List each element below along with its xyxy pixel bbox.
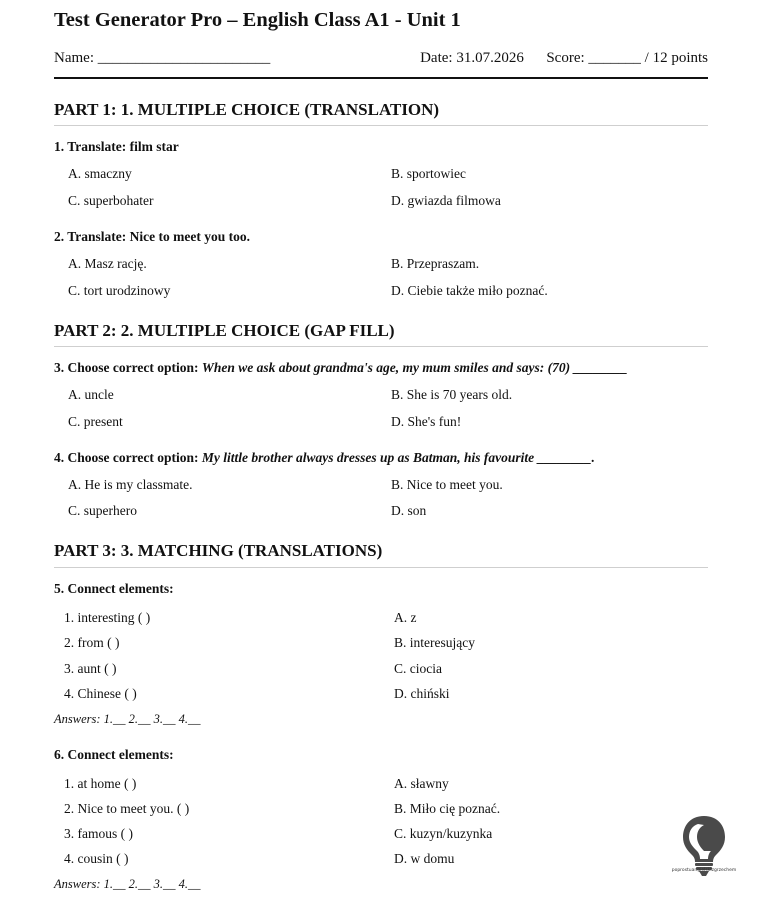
question-6-left-2: 2. Nice to meet you. ( ) (64, 801, 190, 816)
question-5-right-a: A. z (394, 610, 417, 625)
question-4-label: 4. Choose correct option: (54, 450, 202, 465)
name-field: Name: _______________________ (54, 50, 271, 66)
part-3-divider (54, 567, 708, 568)
question-6-right-d: D. w domu (394, 851, 455, 866)
part-2-divider (54, 346, 708, 347)
question-6-prompt: 6. Connect elements: (54, 747, 174, 762)
question-5-answers: Answers: 1.__ 2.__ 3.__ 4.__ (54, 712, 201, 726)
question-5-right-b: B. interesujący (394, 635, 475, 650)
question-4-prompt (54, 450, 595, 466)
question-3-sentence: When we ask about grandma's age, my mum smiles and says: (70) ________ (201, 360, 628, 375)
question-1-option-d: D. gwiazda filmowa (391, 193, 501, 208)
question-1-option-a: A. smaczny (68, 166, 132, 181)
question-3-option-b: B. She is 70 years old. (391, 387, 513, 402)
date-label: Date: 31.07.2026 (420, 50, 524, 66)
question-4-option-a: A. He is my classmate. (68, 477, 193, 492)
question-3-option-a: A. uncle (68, 387, 114, 402)
score-label: Score: _______ / 12 points (546, 50, 708, 66)
part-2-heading: PART 2: 2. MULTIPLE CHOICE (GAP FILL) (54, 321, 395, 340)
question-2-prompt: 2. Translate: Nice to meet you too. (54, 229, 250, 244)
question-5-prompt: 5. Connect elements: (54, 581, 174, 596)
question-6-left-1: 1. at home ( ) (64, 776, 137, 791)
date-score (420, 50, 708, 67)
question-5-left-4: 4. Chinese ( ) (64, 686, 137, 701)
question-2-option-c: C. tort urodzinowy (68, 283, 171, 298)
question-5-left-1: 1. interesting ( ) (64, 610, 151, 625)
question-6-right-a: A. sławny (394, 776, 449, 791)
question-1-option-b: B. sportowiec (391, 166, 466, 181)
question-5-left-3: 3. aunt ( ) (64, 661, 117, 676)
part-1-divider (54, 125, 708, 126)
part-1-heading: PART 1: 1. MULTIPLE CHOICE (TRANSLATION) (54, 100, 440, 119)
question-6-answers: Answers: 1.__ 2.__ 3.__ 4.__ (54, 877, 201, 891)
question-3-option-c: C. present (68, 414, 123, 429)
question-6-left-4: 4. cousin ( ) (64, 851, 129, 866)
question-5-right-d: D. chiński (394, 686, 450, 701)
header-divider (54, 77, 708, 79)
question-2-option-a: A. Masz rację. (68, 256, 147, 271)
question-2-option-b: B. Przepraszam. (391, 256, 480, 271)
question-6-right-b: B. Miło cię poznać. (394, 801, 501, 816)
question-5-right-c: C. ciocia (394, 661, 442, 676)
page-title: Test Generator Pro – English Class A1 - Unit 1 (54, 9, 461, 31)
question-3-option-d: D. She's fun! (391, 414, 462, 429)
logo-text: poprostuangielskizgrzechem (671, 868, 737, 873)
question-4-option-d: D. son (391, 503, 427, 518)
question-3-label: 3. Choose correct option: (54, 360, 202, 375)
question-4-option-c: C. superhero (68, 503, 137, 518)
question-5-left-2: 2. from ( ) (64, 635, 120, 650)
question-1-prompt: 1. Translate: film star (54, 139, 179, 154)
part-3-heading: PART 3: 3. MATCHING (TRANSLATIONS) (54, 541, 383, 560)
question-4-option-b: B. Nice to meet you. (391, 477, 503, 492)
question-3-prompt (54, 360, 628, 376)
question-6-left-3: 3. famous ( ) (64, 826, 133, 841)
question-1-option-c: C. superbohater (68, 193, 154, 208)
question-4-sentence: My little brother always dresses up as Batman, his favourite ________. (201, 450, 595, 465)
question-2-option-d: D. Ciebie także miło poznać. (391, 283, 548, 298)
question-6-right-c: C. kuzyn/kuzynka (394, 826, 493, 841)
